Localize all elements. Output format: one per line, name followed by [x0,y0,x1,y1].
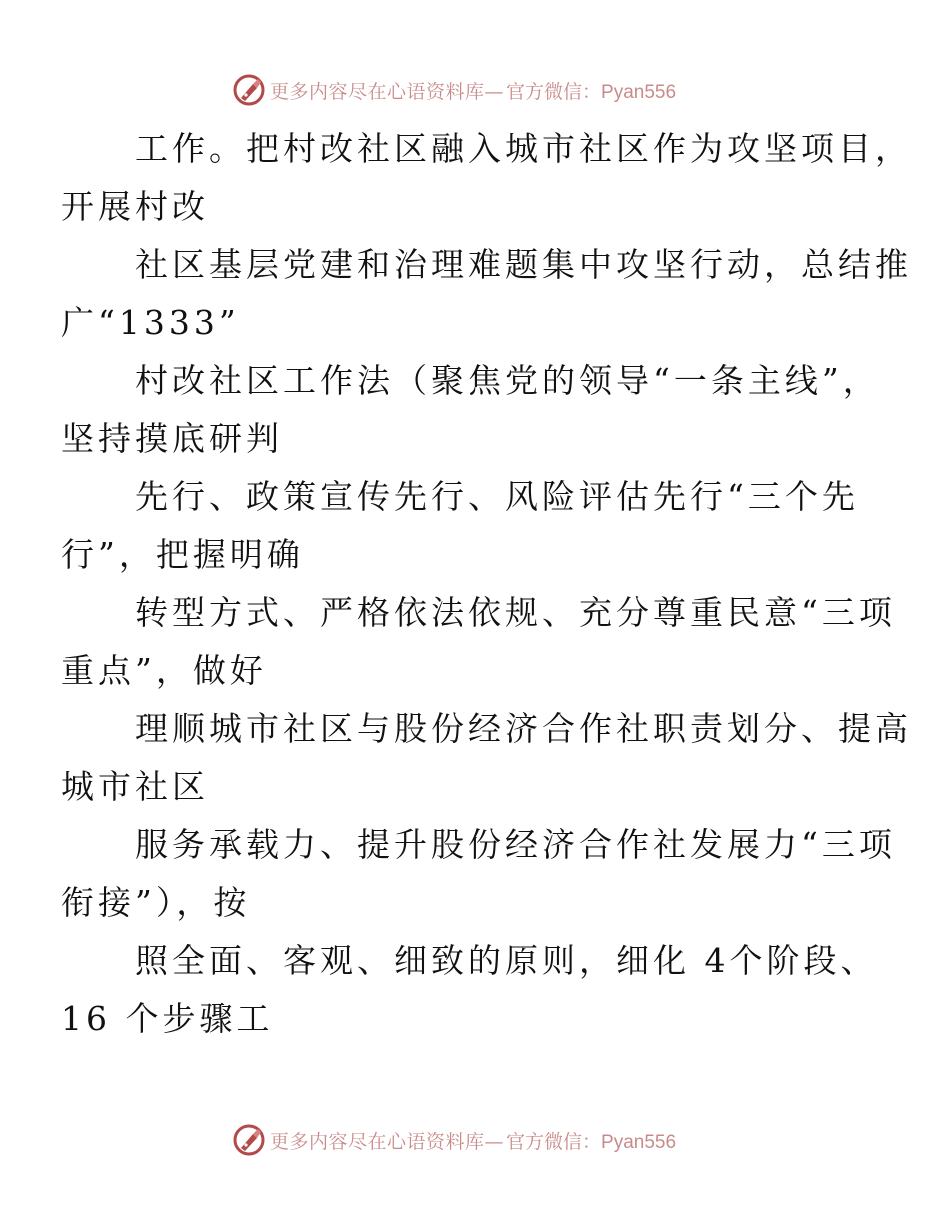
line: 广“1333” [61,303,240,342]
line: 城市社区 [61,767,209,806]
line: 重点”，做好 [61,651,267,690]
paragraph-6 [61,700,912,816]
line: 工作。把村改社区融入城市社区作为攻坚项目， [135,129,912,168]
line: 村改社区工作法（聚焦党的领导“一条主线”， [135,361,880,400]
paragraph-3 [61,352,880,468]
watermark-text: 更多内容尽在心语资料库— [270,80,505,103]
line: 衔接”），按 [61,883,251,922]
pen-logo-icon [232,73,266,107]
paragraph-8 [61,932,878,1048]
watermark-wechat: 官方微信：Pyan556 [506,1131,677,1153]
line: 照全面、客观、细致的原则，细化 4个阶段、 [135,941,878,980]
line: 社区基层党建和治理难题集中攻坚行动，总结推 [135,245,912,284]
paragraph-5 [61,584,896,700]
paragraph-1 [61,120,912,236]
watermark-wechat: 官方微信：Pyan556 [506,81,677,103]
line: 服务承载力、提升股份经济合作社发展力“三项 [135,825,896,864]
paragraph-2 [61,236,912,352]
line: 转型方式、严格依法依规、充分尊重民意“三项 [135,593,896,632]
document-body [61,120,912,1048]
line: 坚持摸底研判 [61,419,283,458]
pen-logo-icon [232,1123,266,1157]
paragraph-7 [61,816,896,932]
line: 行”，把握明确 [61,535,304,574]
paragraph-4 [61,468,859,584]
header-watermark [232,72,676,108]
line: 理顺城市社区与股份经济合作社职责划分、提高 [135,709,912,748]
footer-watermark [232,1122,676,1158]
line: 先行、政策宣传先行、风险评估先行“三个先 [135,477,859,516]
watermark-text: 更多内容尽在心语资料库— [270,1130,505,1153]
line: 16 个步骤工 [61,999,274,1038]
line: 开展村改 [61,187,209,226]
